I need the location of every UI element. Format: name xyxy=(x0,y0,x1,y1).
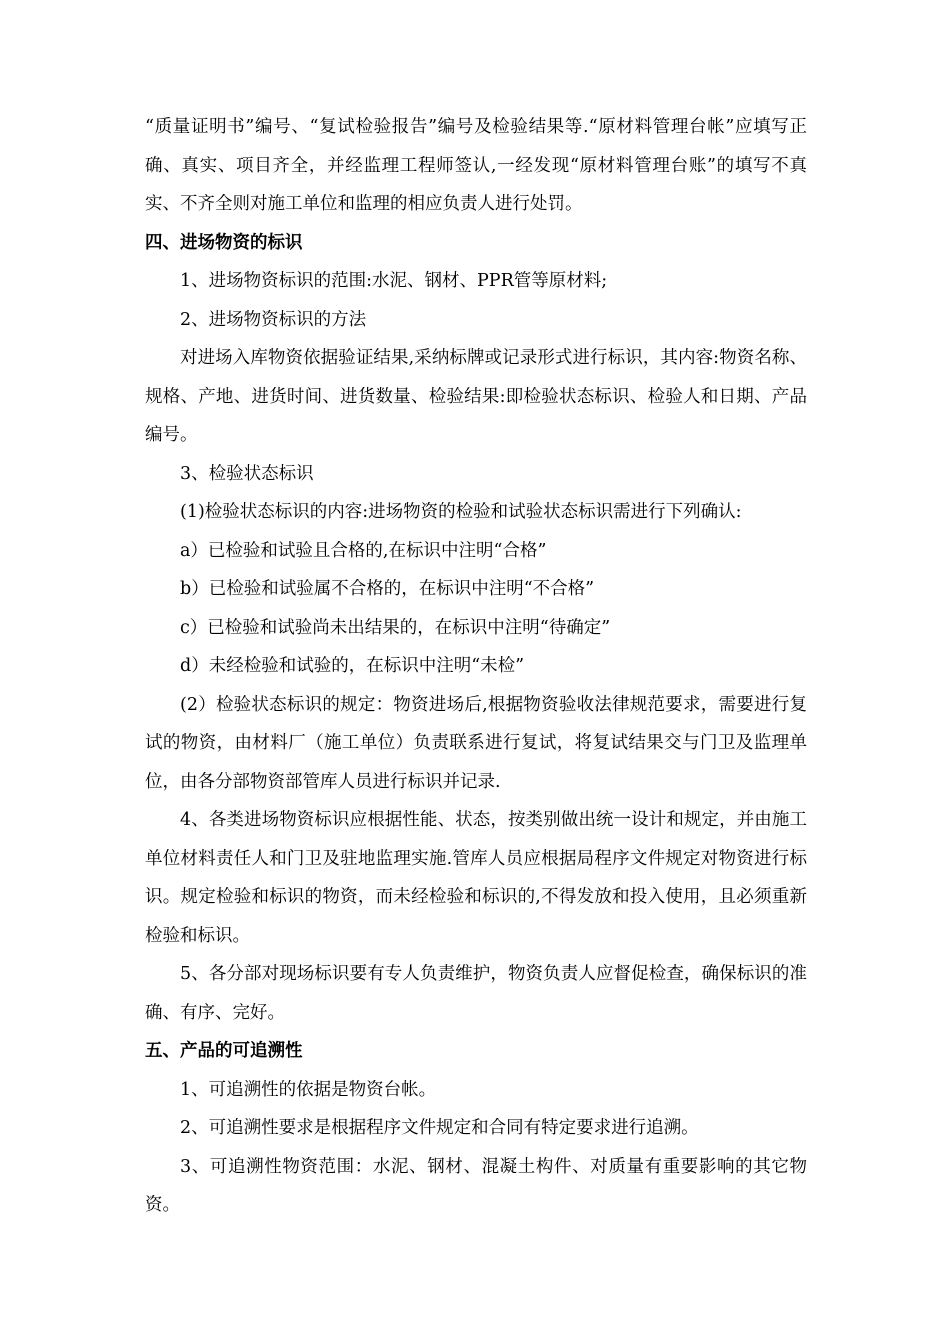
section-heading: 五、产品的可追溯性 xyxy=(145,1041,303,1061)
list-item: d）未经检验和试验的，在标识中注明“未检” xyxy=(180,656,525,676)
body-paragraph: 5、各分部对现场标识要有专人负责维护，物资负责人应督促检查，确保标识的准确、有序、完好。 xyxy=(145,964,807,1023)
body-paragraph: 1、进场物资标识的范围:水泥、钢材、PPR管等原材料; xyxy=(180,271,608,291)
body-paragraph: 2、可追溯性要求是根据程序文件规定和合同有特定要求进行追溯。 xyxy=(180,1118,699,1138)
body-paragraph: 4、各类进场物资标识应根据性能、状态，按类别做出统一设计和规定，并由施工单位材料责任人和门卫及驻地监理实施.管库人员应根据局程序文件规定对物资进行标识。规定检验和标识的物资，而未经检验和标识的,不得发放和投入使用，且必须重新检验和标识。 xyxy=(145,810,807,946)
list-item: c）已检验和试验尚未出结果的，在标识中注明“待确定” xyxy=(180,617,611,638)
list-item: b）已检验和试验属不合格的，在标识中注明“不合格” xyxy=(180,579,595,599)
document-body xyxy=(145,108,807,1225)
body-paragraph: 对进场入库物资依据验证结果,采纳标牌或记录形式进行标识，其内容:物资名称、规格、产地、进货时间、进货数量、检验结果:即检验状态标识、检验人和日期、产品编号。 xyxy=(145,348,807,445)
list-item: a）已检验和试验且合格的,在标识中注明“合格” xyxy=(180,540,547,561)
body-paragraph: 2、进场物资标识的方法 xyxy=(180,309,367,330)
body-paragraph: (1)检验状态标识的内容:进场物资的检验和试验状态标识需进行下列确认: xyxy=(180,502,742,522)
body-paragraph: (2）检验状态标识的规定：物资进场后,根据物资验收法律规范要求，需要进行复试的物资，由材料厂（施工单位）负责联系进行复试，将复试结果交与门卫及监理单位，由各分部物资部管库人员进行标识并记录. xyxy=(145,694,807,792)
body-paragraph: 3、可追溯性物资范围：水泥、钢材、混凝土构件、对质量有重要影响的其它物资。 xyxy=(145,1156,807,1215)
body-paragraph: 1、可追溯性的依据是物资台帐。 xyxy=(180,1079,437,1100)
section-heading: 四、进场物资的标识 xyxy=(145,232,303,253)
body-paragraph: 3、检验状态标识 xyxy=(180,463,314,484)
body-paragraph: “质量证明书”编号、“复试检验报告”编号及检验结果等.“原材料管理台帐”应填写正确、真实、项目齐全，并经监理工程师签认,一经发现“原材料管理台账”的填写不真实、不齐全则对施工单位和监理的相应负责人进行处罚。 xyxy=(145,117,807,214)
